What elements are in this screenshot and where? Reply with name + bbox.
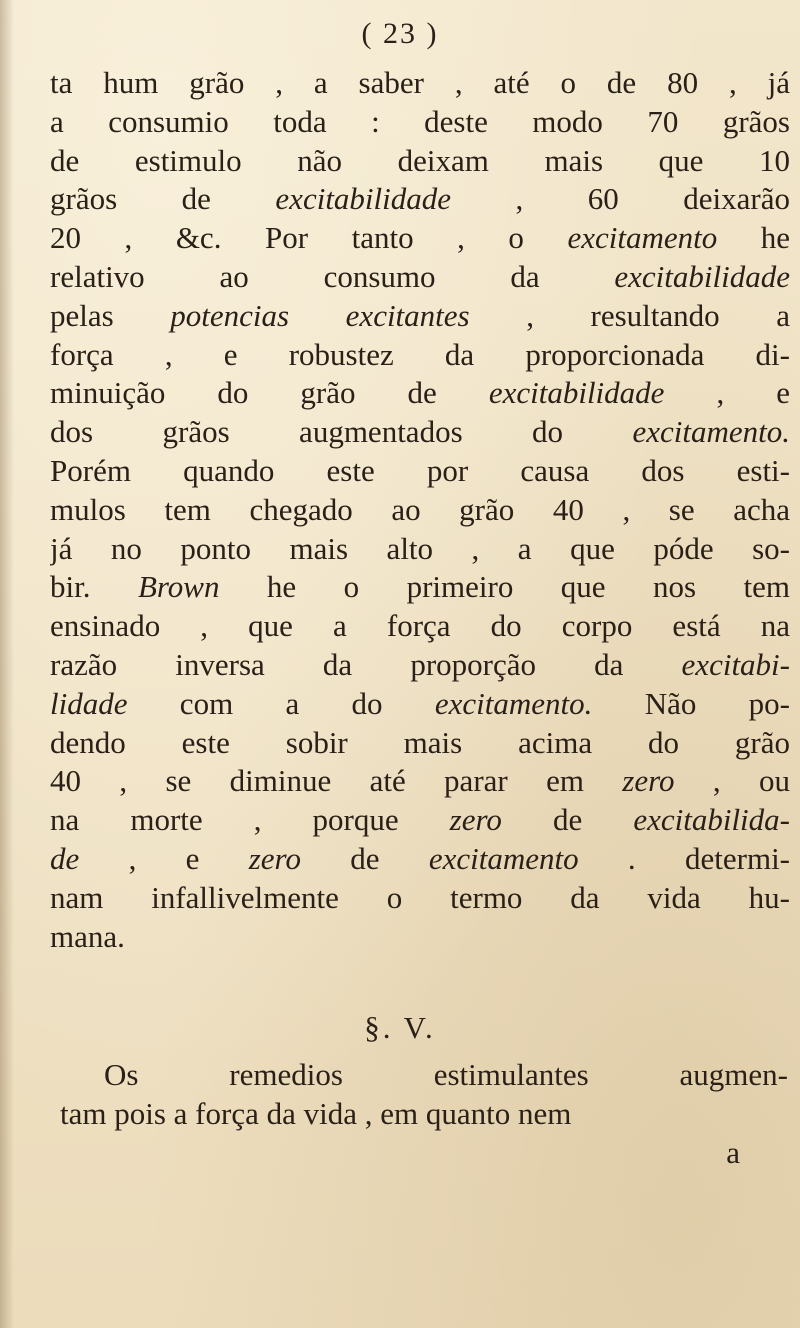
text-run: bir. [50,569,138,605]
text-run: . determi- [578,840,790,876]
text-run: , resultando a [469,297,790,333]
text-run: com a do [127,685,435,721]
section-heading: §. V. [364,1010,436,1045]
text-run: relativo ao consumo da [50,258,615,294]
italic-term: excitabi- [681,646,790,682]
text-run: Os remedios estimulantes augmen- [104,1057,788,1092]
text-line [50,879,790,918]
italic-term: excitabilidade [614,258,790,294]
text-run: a consumio toda : deste modo 70 grãos [50,103,790,139]
italic-term: excitabilida- [633,802,790,838]
text-run: Não po- [592,685,790,721]
text-line [50,646,790,685]
text-run: , ou [674,763,790,799]
text-run: he [717,220,790,256]
text-line [50,413,790,452]
italic-term: excitamento [567,220,718,256]
text-line [50,258,790,297]
text-line [50,685,790,724]
italic-term: lidade [50,685,128,721]
text-run: nam infallivelmente o termo da vida hu- [50,879,790,915]
text-run: força , e robustez da proporcionada di- [50,336,790,372]
text-run: Porém quando este por causa dos esti- [50,452,790,488]
text-run: mulos tem chegado ao grão 40 , se acha [50,491,790,527]
italic-term: excitamento [428,840,579,876]
text-line [50,180,790,219]
text-run: de [300,840,429,876]
text-line [50,491,790,530]
text-run: grãos de [50,181,276,217]
page-gutter-shadow [0,0,14,1328]
text-run: ensinado , que a força do corpo está na [50,608,790,644]
text-line [50,452,790,491]
italic-term: zero [248,840,301,876]
text-line [50,297,790,336]
paragraph-section-v [60,1056,788,1134]
text-run: na morte , porque [50,802,450,838]
text-line [50,918,790,957]
italic-term: Brown [137,569,220,605]
text-run: ta hum grão , a saber , até o de 80 , já [50,65,790,100]
text-line [50,530,790,569]
text-run: mana. [50,918,125,954]
text-run: , e [79,840,249,876]
text-line [50,374,790,413]
text-run: 40 , se diminue até parar em [50,763,623,799]
text-line [50,762,790,801]
text-line [60,1095,788,1134]
paragraph-body [50,64,790,956]
text-run: dos grãos augmentados do [50,414,633,450]
text-run: dendo este sobir mais acima do grão [50,724,790,760]
italic-term: excitamento. [434,685,593,721]
text-line [50,840,790,879]
text-run: minuição do grão de [50,375,489,411]
italic-term: zero [449,802,502,838]
text-run: razão inversa da proporção da [50,646,682,682]
text-run: , e [664,375,790,411]
text-run: , 60 deixarão [451,181,790,217]
text-line [50,336,790,375]
italic-term: excitabilidade [488,375,665,411]
text-run: de estimulo não deixam mais que 10 [50,142,790,178]
text-line [50,724,790,763]
italic-term: zero [622,763,675,799]
text-run: tam pois a força da vida , em quanto nem [60,1095,572,1131]
text-line [50,568,790,607]
text-line [50,219,790,258]
italic-term: excitabilidade [275,181,452,217]
italic-term: de [50,840,80,876]
text-line [50,64,790,103]
text-line [60,1056,788,1095]
text-run: pelas [50,297,171,333]
italic-term: potencias excitantes [170,297,470,333]
text-run: de [501,802,634,838]
catchword: a [726,1135,740,1170]
text-run: he o primeiro que nos tem [219,569,790,605]
text-run: já no ponto mais alto , a que póde so- [50,530,790,566]
italic-term: excitamento. [632,414,790,450]
text-run: 20 , &c. Por tanto , o [50,220,568,256]
text-line [50,103,790,142]
page-number: ( 23 ) [361,17,439,50]
text-line [50,801,790,840]
text-line [50,607,790,646]
text-line [50,142,790,181]
